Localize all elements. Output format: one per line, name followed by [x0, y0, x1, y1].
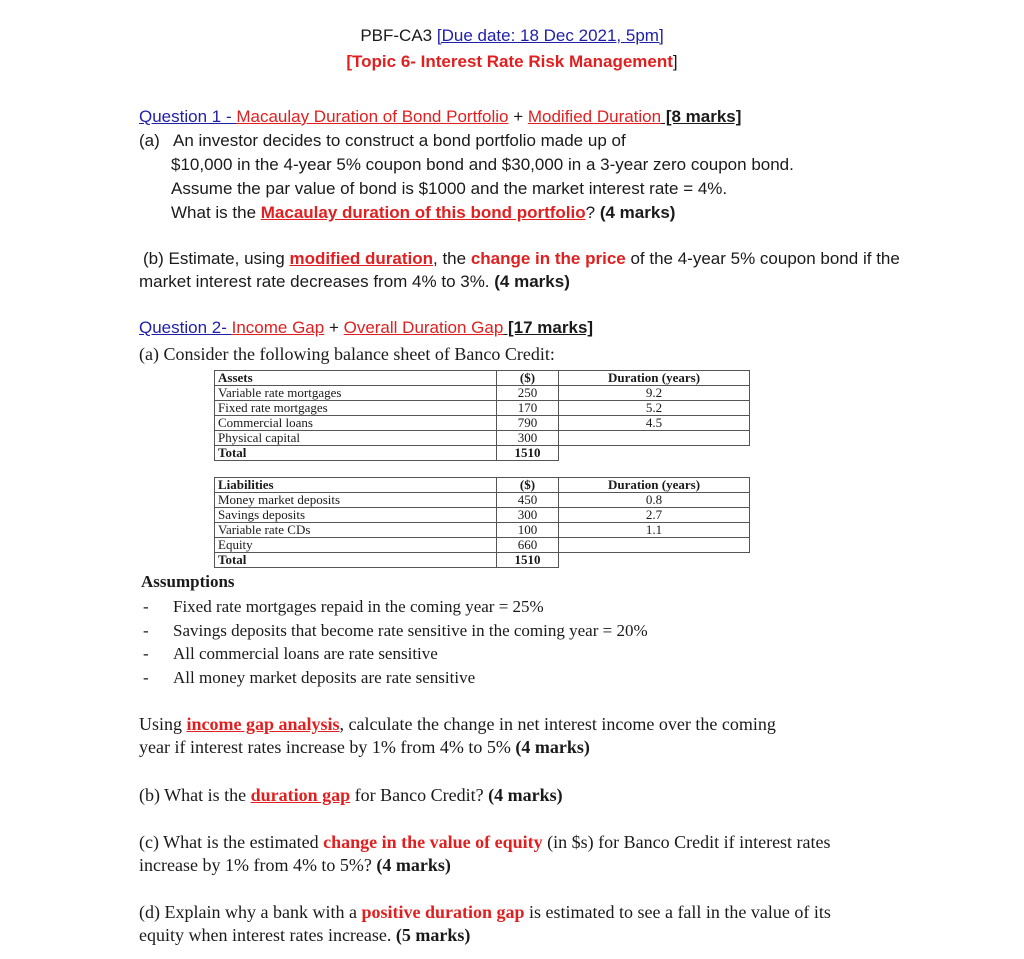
table-row: [215, 508, 750, 523]
assets-header-amount: ($): [497, 371, 559, 386]
q1b-pre: (b) Estimate, using: [143, 249, 290, 268]
q2d-line2-text: equity when interest rates increase.: [139, 925, 396, 945]
liab-total-empty: [559, 553, 750, 568]
liab-amount: 100: [497, 523, 559, 538]
assets-total-row: [215, 446, 750, 461]
q2b-post: for Banco Credit?: [350, 785, 489, 805]
bullet-dash: -: [143, 620, 149, 640]
q2c-line2-text: increase by 1% from 4% to 5%?: [139, 855, 377, 875]
q1a-marks: (4 marks): [599, 203, 676, 222]
topic-line: [0, 52, 1024, 72]
assets-duration: 5.2: [559, 401, 750, 416]
assets-amount: 790: [497, 416, 559, 431]
q1a-line4-pre: What is the: [171, 203, 261, 222]
list-item: [143, 666, 648, 690]
assets-amount: 300: [497, 431, 559, 446]
assumptions-list: [143, 595, 648, 689]
q2a-using-pre: Using: [139, 714, 187, 734]
q2b-line: [139, 784, 563, 807]
q1a-text1: An investor decides to construct a bond portfolio made up of: [173, 131, 626, 150]
q2c-line2: [139, 854, 451, 877]
liab-header-item: Liabilities: [215, 478, 497, 493]
assets-amount: 170: [497, 401, 559, 416]
q2d-post: is estimated to see a fall in the value of its: [524, 902, 831, 922]
q2-marks: [17 marks]: [503, 318, 594, 337]
table-row: [215, 523, 750, 538]
bullet-dash: -: [143, 597, 149, 616]
liab-amount: 450: [497, 493, 559, 508]
q2c-pre: (c) What is the estimated: [139, 832, 324, 852]
q1-title-a: Macaulay Duration of Bond Portfolio: [236, 107, 509, 126]
liab-duration: [559, 538, 750, 553]
q1a-line4-post: ?: [585, 203, 600, 222]
liab-header-row: [215, 478, 750, 493]
q2-plus: +: [324, 318, 344, 337]
liab-item: Variable rate CDs: [215, 523, 497, 538]
liab-item: Savings deposits: [215, 508, 497, 523]
assets-item: Physical capital: [215, 431, 497, 446]
assumption-text: Fixed rate mortgages repaid in the coming year = 25%: [173, 597, 544, 616]
due-date: [Due date: 18 Dec 2021, 5pm]: [436, 26, 664, 45]
liab-header-duration: Duration (years): [559, 478, 750, 493]
q2d-line2: [139, 924, 470, 947]
assumption-text: Savings deposits that become rate sensitive in the coming year = 20%: [173, 620, 648, 640]
assets-item: Fixed rate mortgages: [215, 401, 497, 416]
q1b-line2: [139, 270, 570, 293]
topic-title: [Topic 6- Interest Rate Risk Management: [346, 52, 673, 71]
q1b-line2-text: market interest rate decreases from 4% to 3%.: [139, 272, 495, 291]
assets-total-label: Total: [215, 446, 497, 461]
q1-heading: [139, 107, 741, 127]
liab-amount: 300: [497, 508, 559, 523]
assets-header-item: Assets: [215, 371, 497, 386]
liab-amount: 660: [497, 538, 559, 553]
list-item: [143, 619, 648, 643]
q1b-line1: [143, 247, 900, 270]
q1a-line2: $10,000 in the 4-year 5% coupon bond and $30,000 in a 3-year zero coupon bond.: [171, 155, 794, 174]
q2d-em: positive duration gap: [361, 902, 525, 922]
q2c-em: change in the value of equity: [323, 832, 543, 852]
q2a-intro: (a) Consider the following balance sheet of Banco Credit:: [139, 344, 555, 364]
q2a-using-em: income gap analysis: [186, 714, 340, 734]
q2c-post: (in $s) for Banco Credit if interest rates: [542, 832, 831, 852]
q2-title-a: Income Gap: [231, 318, 325, 337]
table-row: [215, 538, 750, 553]
table-row: [215, 493, 750, 508]
table-row: [215, 416, 750, 431]
liabilities-table: [214, 477, 750, 568]
q2b-pre: (b) What is the: [139, 785, 251, 805]
q2a-using-line1: [139, 713, 776, 736]
assets-duration: 4.5: [559, 416, 750, 431]
q2-heading: [139, 318, 593, 338]
q2d-line1: [139, 901, 831, 924]
liab-item: Money market deposits: [215, 493, 497, 508]
q2a-using-post: , calculate the change in net interest income over the coming: [339, 714, 776, 734]
assumption-text: All commercial loans are rate sensitive: [173, 644, 438, 663]
assets-header-row: [215, 371, 750, 386]
q2a-marks: (4 marks): [515, 737, 590, 757]
q1-title-b: Modified Duration: [527, 107, 662, 126]
q1-marks: [8 marks]: [661, 107, 742, 126]
q1-plus: +: [508, 107, 528, 126]
doc-title-line: [0, 26, 1024, 46]
liab-item: Equity: [215, 538, 497, 553]
q1b-em2: change in the price: [470, 249, 626, 268]
q2d-pre: (d) Explain why a bank with a: [139, 902, 362, 922]
table-row: [215, 386, 750, 401]
assets-total-amount: 1510: [497, 446, 559, 461]
q1b-post1: of the 4-year 5% coupon bond if the: [625, 249, 900, 268]
q1a-em: Macaulay duration of this bond portfolio: [260, 203, 586, 222]
liab-duration: 1.1: [559, 523, 750, 538]
liab-header-amount: ($): [497, 478, 559, 493]
table-row: [215, 401, 750, 416]
q1a-line1: [139, 129, 626, 152]
q1b-marks: (4 marks): [494, 272, 570, 291]
assets-item: Variable rate mortgages: [215, 386, 497, 401]
list-item: [143, 595, 648, 619]
q1b-mid: , the: [433, 249, 471, 268]
assets-duration: 9.2: [559, 386, 750, 401]
doc-code: PBF-CA3: [360, 26, 433, 45]
list-item: [143, 642, 648, 666]
q1a-line4: [171, 201, 675, 224]
q2-title-b: Overall Duration Gap: [343, 318, 504, 337]
q1b-em1: modified duration: [289, 249, 433, 268]
q2c-marks: (4 marks): [376, 855, 451, 875]
liab-total-amount: 1510: [497, 553, 559, 568]
q2c-line1: [139, 831, 831, 854]
q2-prefix: Question 2-: [139, 318, 232, 337]
q2a-using-line2-text: year if interest rates increase by 1% from 4% to 5%: [139, 737, 516, 757]
table-row: [215, 431, 750, 446]
assets-duration: [559, 431, 750, 446]
q1a-label: (a): [139, 131, 160, 150]
q2b-em: duration gap: [250, 785, 351, 805]
liab-total-label: Total: [215, 553, 497, 568]
q1a-line3: Assume the par value of bond is $1000 and the market interest rate = 4%.: [171, 179, 728, 198]
assumption-text: All money market deposits are rate sensitive: [173, 667, 476, 687]
liab-duration: 2.7: [559, 508, 750, 523]
assets-table: [214, 370, 750, 461]
topic-close: ]: [672, 52, 678, 71]
q2a-using-line2: [139, 736, 590, 759]
q2b-marks: (4 marks): [488, 785, 563, 805]
assets-total-empty: [559, 446, 750, 461]
liab-duration: 0.8: [559, 493, 750, 508]
q2d-marks: (5 marks): [395, 925, 471, 945]
assets-amount: 250: [497, 386, 559, 401]
q1-prefix: Question 1 -: [139, 107, 237, 126]
assumptions-title: Assumptions: [141, 572, 235, 591]
assets-header-duration: Duration (years): [559, 371, 750, 386]
assets-item: Commercial loans: [215, 416, 497, 431]
bullet-dash: -: [143, 644, 149, 663]
bullet-dash: -: [143, 667, 149, 687]
liab-total-row: [215, 553, 750, 568]
